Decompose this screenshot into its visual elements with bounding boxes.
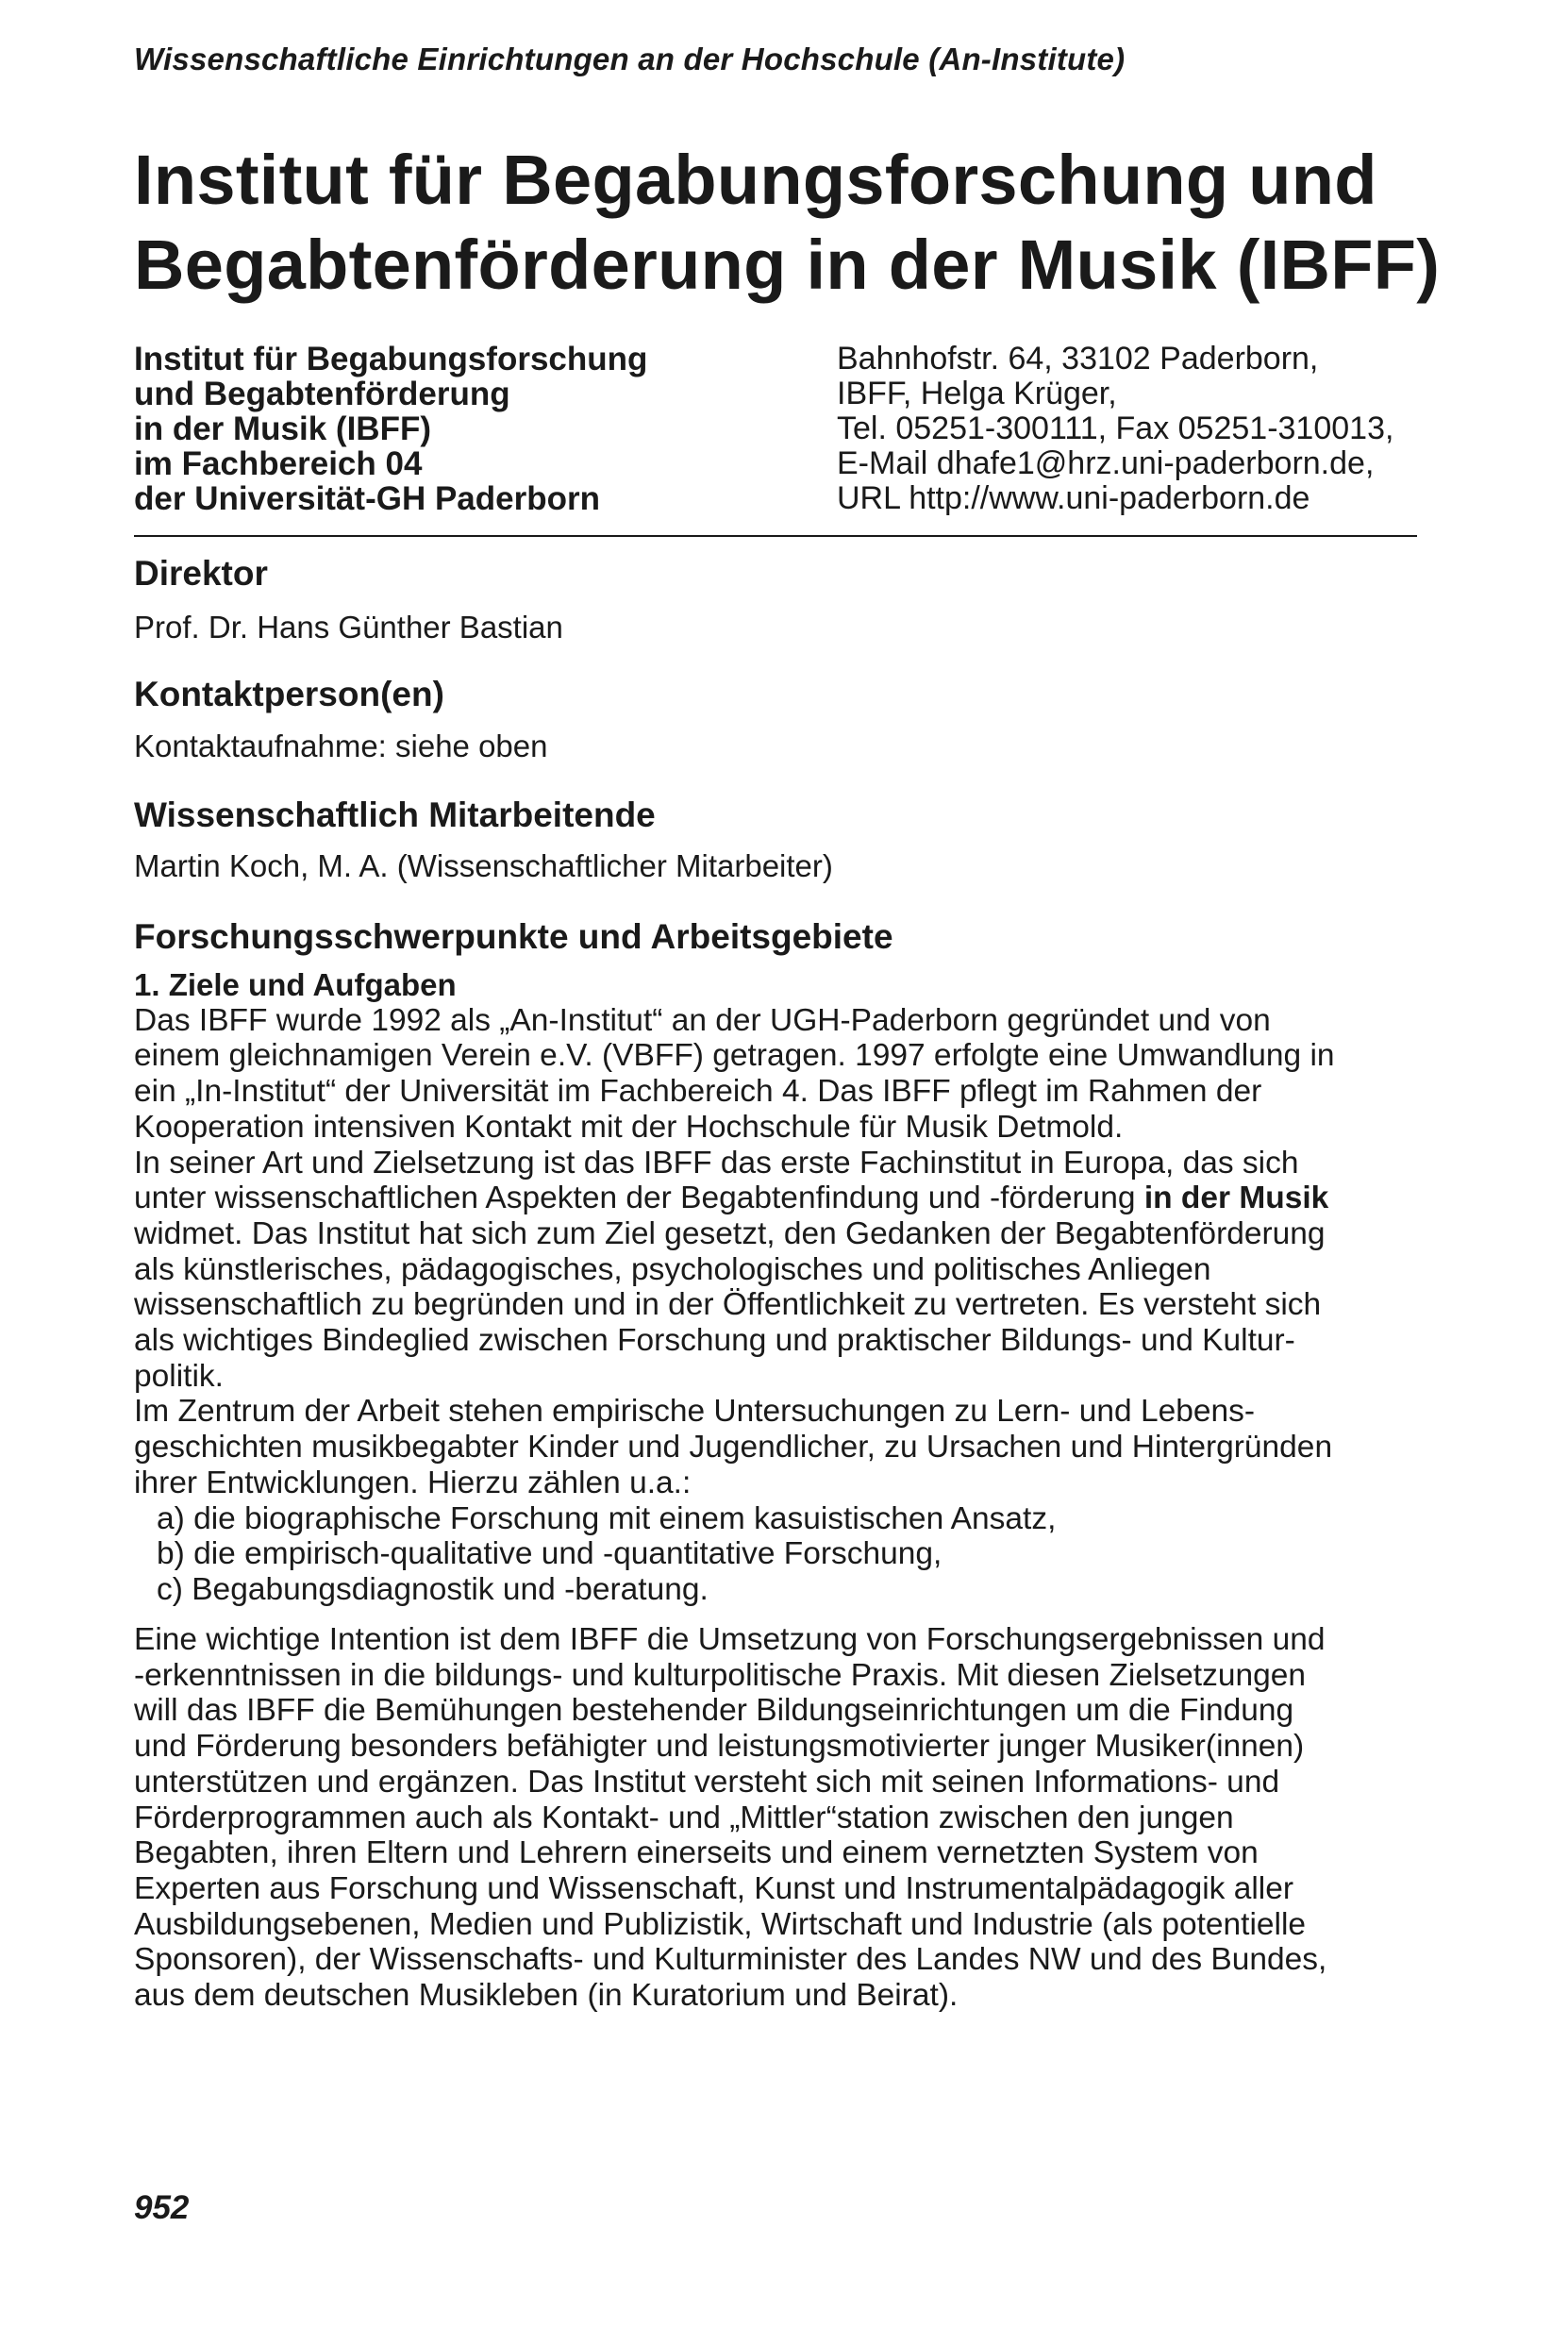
body-line: geschichten musikbegabter Kinder und Jugendlicher, zu Ursachen und Hintergründen (134, 1430, 1333, 1465)
director-heading: Direktor (134, 554, 268, 593)
body-line-with-emphasis (134, 1181, 1426, 1216)
body-line: widmet. Das Institut hat sich zum Ziel gesetzt, den Gedanken der Begabtenförderung (134, 1215, 1326, 1251)
body-line: Begabten, ihren Eltern und Lehrern einerseits und einem vernetzten System von (134, 1835, 1259, 1871)
contact-email: E-Mail dhafe1@hrz.uni-paderborn.de, (837, 445, 1375, 481)
title-line-2: Begabtenförderung in der Musik (IBFF) (134, 226, 1441, 304)
body-line: einem gleichnamigen Verein e.V. (VBFF) getragen. 1997 erfolgte eine Umwandlung in (134, 1038, 1335, 1074)
body-line: Im Zentrum der Arbeit stehen empirische Untersuchungen zu Lern- und Lebens- (134, 1394, 1256, 1430)
body-line: Sponsoren), der Wissenschafts- und Kulturminister des Landes NW und des Bundes, (134, 1942, 1327, 1978)
contact-phone-fax: Tel. 05251-300111, Fax 05251-310013, (837, 410, 1394, 446)
emphasis-in-der-musik: in der Musik (1143, 1181, 1329, 1216)
body-line: als wichtiges Bindeglied zwischen Forschung und praktischer Bildungs- und Kultur- (134, 1323, 1295, 1359)
page-number: 952 (134, 2189, 190, 2226)
body-line: In seiner Art und Zielsetzung ist das IBFF das erste Fachinstitut in Europa, das sich (134, 1145, 1299, 1181)
body-line: will das IBFF die Bemühungen bestehender Bildungseinrichtungen um die Findung (134, 1693, 1294, 1729)
staff-text: Martin Koch, M. A. (Wissenschaftlicher Mitarbeiter) (134, 848, 833, 883)
institution-line: Institut für Begabungsforschung (134, 341, 648, 377)
contacts-heading: Kontaktperson(en) (134, 675, 444, 713)
subheading-goals: 1. Ziele und Aufgaben (134, 967, 457, 1002)
body-line: -erkenntnissen in die bildungs- und kulturpolitische Praxis. Mit diesen Zielsetzungen (134, 1657, 1307, 1693)
body-line: Ausbildungsebenen, Medien und Publizistik, Wirtschaft und Industrie (als potentielle (134, 1906, 1307, 1942)
address-block (134, 342, 1417, 537)
institution-line: in der Musik (IBFF) (134, 410, 431, 447)
body-line: aus dem deutschen Musikleben (in Kuratorium und Beirat). (134, 1978, 959, 2014)
page-title (134, 138, 1440, 308)
contact-details (837, 342, 1393, 516)
body-text-1 (134, 967, 1426, 1608)
running-header: Wissenschaftliche Einrichtungen an der Hochschule (An-Institute) (134, 42, 1126, 76)
body-line: Das IBFF wurde 1992 als „An-Institut“ an der UGH-Paderborn gegründet und von (134, 1002, 1271, 1038)
body-line-text: unter wissenschaftlichen Aspekten der Begabtenfindung und -förderung (134, 1181, 1144, 1216)
list-item: a) die biographische Forschung mit einem kasuistischen Ansatz, (157, 1500, 1057, 1536)
body-line: Förderprogrammen auch als Kontakt- und „Mittler“station zwischen den jungen (134, 1800, 1234, 1835)
body-line: Eine wichtige Intention ist dem IBFF die Umsetzung von Forschungsergebnissen und (134, 1622, 1326, 1657)
body-line: politik. (134, 1358, 224, 1394)
title-line-1: Institut für Begabungsforschung und (134, 141, 1377, 219)
body-line: und Förderung besonders befähigter und leistungsmotivierter junger Musiker(innen) (134, 1729, 1305, 1765)
contact-address: Bahnhofstr. 64, 33102 Paderborn, (837, 341, 1319, 377)
body-line: als künstlerisches, pädagogisches, psychologisches und politisches Anliegen (134, 1251, 1211, 1287)
institution-line: der Universität-GH Paderborn (134, 480, 600, 517)
body-line: Kooperation intensiven Kontakt mit der Hochschule für Musik Detmold. (134, 1109, 1124, 1145)
body-line: Experten aus Forschung und Wissenschaft, Kunst und Instrumentalpädagogik aller (134, 1870, 1294, 1906)
director-name: Prof. Dr. Hans Günther Bastian (134, 610, 563, 645)
research-heading: Forschungsschwerpunkte und Arbeitsgebiete (134, 917, 893, 956)
body-text-2 (134, 1622, 1426, 2014)
body-line: wissenschaftlich zu begründen und in der Öffentlichkeit zu vertreten. Es versteht sich (134, 1287, 1322, 1323)
institution-name (134, 342, 647, 516)
list-item: b) die empirisch-qualitative und -quantitative Forschung, (157, 1536, 942, 1572)
contacts-text: Kontaktaufnahme: siehe oben (134, 729, 548, 763)
contact-person: IBFF, Helga Krüger, (837, 376, 1117, 411)
body-line: ihrer Entwicklungen. Hierzu zählen u.a.: (134, 1465, 692, 1500)
staff-heading: Wissenschaftlich Mitarbeitende (134, 796, 656, 834)
body-line: unterstützen und ergänzen. Das Institut versteht sich mit seinen Informations- und (134, 1764, 1280, 1800)
body-line: ein „In-Institut“ der Universität im Fachbereich 4. Das IBFF pflegt im Rahmen der (134, 1074, 1262, 1110)
list-item: c) Begabungsdiagnostik und -beratung. (157, 1571, 709, 1607)
institution-line: und Begabtenförderung (134, 376, 510, 412)
institution-line: im Fachbereich 04 (134, 445, 423, 482)
contact-url: URL http://www.uni-paderborn.de (837, 480, 1310, 516)
